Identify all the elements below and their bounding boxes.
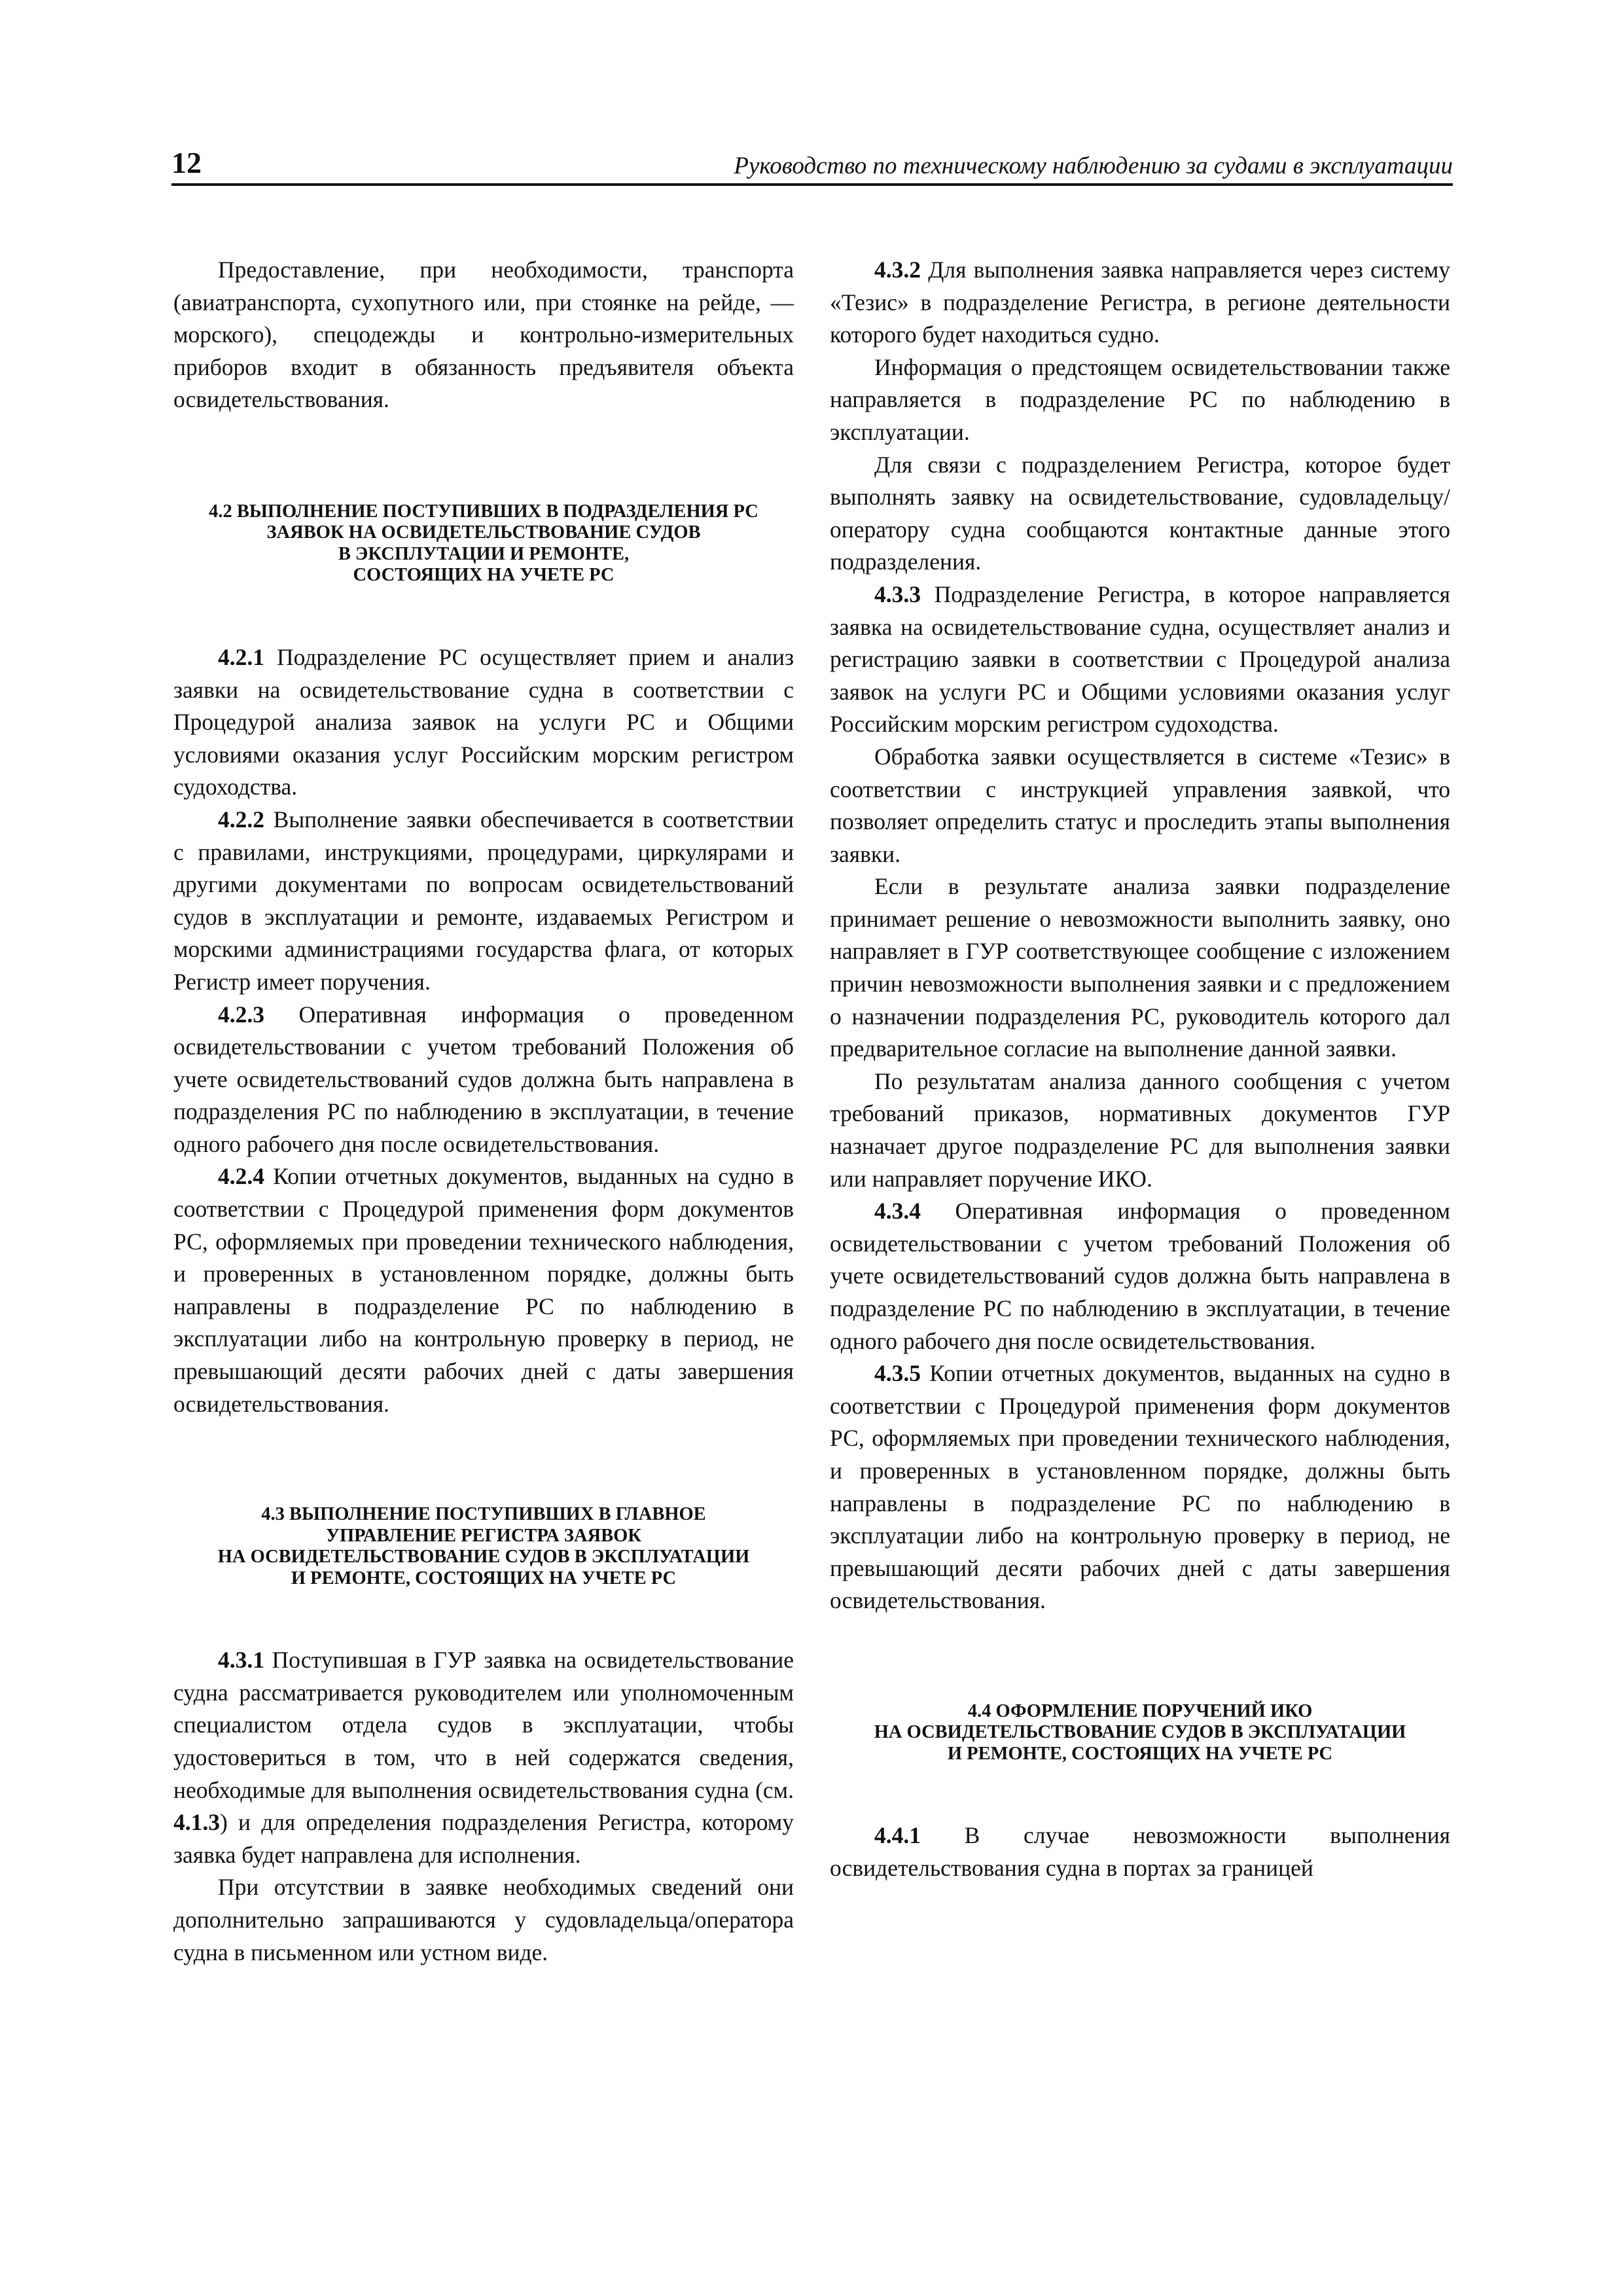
clause-text: Поступившая в ГУР заявка на освидетельствование судна рассматривается руководителем или уполномоченным специалистом отдела судов в эксплуатации, чтобы удостовериться в том, что в ней содержатся сведения, необходимые для выполнения освидетельствования судна (см.	[173, 1647, 794, 1803]
paragraph-4-4-1	[830, 1820, 1450, 1884]
paragraph-intro: Предоставление, при необходимости, транспорта (авиатранспорта, сухопутного или, при стоянке на рейде, — морского), спецодежды и контрольно-измерительных приборов входит в обязанность предъявителя объекта освидетельствования.	[173, 257, 794, 413]
paragraph-4-3-1-continued: При отсутствии в заявке необходимых сведений они дополнительно запрашиваются у судовладельца/оператора судна в письменном или устном виде.	[173, 1874, 794, 1965]
paragraph-4-2-3	[173, 999, 794, 1161]
paragraph-4-2-2	[173, 804, 794, 999]
clause-number: 4.3.2	[874, 257, 921, 283]
page-header	[171, 145, 1453, 186]
heading-line: В ЭКСПЛУТАЦИИ И РЕМОНТЕ,	[338, 543, 630, 564]
paragraph-4-3-3-reassign: По результатам анализа данного сообщения с учетом требований приказов, нормативных документов ГУР назначает другое подразделение РС для выполнения заявки или направляет поручение ИКО.	[830, 1067, 1450, 1192]
paragraph-4-2-1	[173, 641, 794, 804]
heading-line: 4.4 ОФОРМЛЕНИЕ ПОРУЧЕНИЙ ИКО	[967, 1700, 1313, 1721]
heading-line: СОСТОЯЩИХ НА УЧЕТЕ РС	[353, 565, 615, 586]
clause-text: Оперативная информация о проведенном освидетельствовании с учетом требований Положения об учете освидетельствований судов должна быть направлена в подразделение РС по наблюдению в эксплуатации, в течение одного рабочего дня после освидетельствования.	[830, 1198, 1450, 1354]
section-heading-4-4	[830, 1701, 1450, 1765]
clause-text: Для выполнения заявка направляется через систему «Тезис» в подразделение Регистра, в регионе деятельности которого будет находиться судно.	[830, 257, 1450, 348]
heading-line: И РЕМОНТЕ, СОСТОЯЩИХ НА УЧЕТЕ РС	[291, 1568, 677, 1588]
clause-number: 4.2.2	[218, 806, 264, 833]
right-column	[830, 254, 1450, 1885]
left-column	[173, 254, 794, 1969]
heading-line: 4.3 ВЫПОЛНЕНИЕ ПОСТУПИВШИХ В ГЛАВНОЕ	[261, 1504, 706, 1525]
paragraph-4-3-3	[830, 579, 1450, 741]
heading-line: ЗАЯВОК НА ОСВИДЕТЕЛЬСТВОВАНИЕ СУДОВ	[266, 522, 701, 543]
clause-text: Подразделение РС осуществляет прием и анализ заявки на освидетельствование судна в соответствии с Процедурой анализа заявок на услуги РС и Общими условиями оказания услуг Российским морским регистром судоходства.	[173, 643, 794, 800]
paragraph-4-3-3-refusal: Если в результате анализа заявки подразделение принимает решение о невозможности выполнить заявку, оно направляет в ГУР соответствующее сообщение с изложением причин невозможности выполнения заявки и с предложением о назначении подразделения РС, руководитель которого дал предварительное согласие на выполнение данной заявки.	[830, 873, 1450, 1062]
paragraph-4-3-2-contacts: Для связи с подразделением Регистра, которое будет выполнять заявку на освидетельствование, судовладельцу/оператору судна сообщаются контактные данные этого подразделения.	[830, 451, 1450, 575]
clause-text: Копии отчетных документов, выданных на судно в соответствии с Процедурой применения форм документов РС, оформляемых при проведении технического наблюдения, и проверенных в установленном порядке, должны быть направлены в подразделение РС по наблюдению в эксплуатации либо на контрольную проверку в период, не превышающий десяти рабочих дней с даты завершения освидетельствования.	[830, 1360, 1450, 1614]
heading-line: И РЕМОНТЕ, СОСТОЯЩИХ НА УЧЕТЕ РС	[947, 1743, 1333, 1764]
paragraph-4-2-4	[173, 1160, 794, 1420]
clause-text: Выполнение заявки обеспечивается в соответствии с правилами, инструкциями, процедурами, циркулярами и другими документами по вопросам освидетельствований судов в эксплуатации и ремонте, издаваемых Регистром и морскими администрациями государства флага, от которых Регистр имеет поручения.	[173, 806, 794, 995]
clause-text: Оперативная информация о проведенном освидетельствовании с учетом требований Положения об учете освидетельствований судов должна быть направлена в подразделения РС по наблюдению в эксплуатации, в течение одного рабочего дня после освидетельствования.	[173, 1001, 794, 1157]
heading-line: 4.2 ВЫПОЛНЕНИЕ ПОСТУПИВШИХ В ПОДРАЗДЕЛЕНИЯ РС	[209, 501, 758, 522]
paragraph-4-3-4	[830, 1195, 1450, 1357]
clause-number: 4.2.3	[218, 1001, 264, 1028]
paragraph-4-3-2	[830, 254, 1450, 351]
clause-number: 4.2.1	[218, 643, 264, 670]
page-number: 12	[171, 146, 202, 179]
clause-number: 4.2.4	[218, 1163, 264, 1190]
section-heading-4-2	[173, 501, 794, 586]
paragraph-4-3-3-processing: Обработка заявки осуществляется в системе «Тезис» в соответствии с инструкцией управления заявкой, что позволяет определить статус и проследить этапы выполнения заявки.	[830, 743, 1450, 867]
clause-number: 4.3.3	[874, 581, 921, 607]
clause-text: В случае невозможности выполнения освидетельствования судна в портах за границей	[830, 1822, 1450, 1882]
paragraph-4-3-1	[173, 1644, 794, 1871]
clause-number: 4.3.1	[218, 1647, 264, 1674]
heading-line: НА ОСВИДЕТЕЛЬСТВОВАНИЕ СУДОВ В ЭКСПЛУАТАЦИИ	[217, 1547, 750, 1568]
paragraph-4-3-5	[830, 1357, 1450, 1617]
paragraph-4-3-2-info: Информация о предстоящем освидетельствовании также направляется в подразделение РС по наблюдению в эксплуатации.	[830, 353, 1450, 445]
heading-line: УПРАВЛЕНИЕ РЕГИСТРА ЗАЯВОК	[326, 1525, 641, 1546]
clause-text: Подразделение Регистра, в которое направляется заявка на освидетельствование судна, осуществляет анализ и регистрацию заявки в соответствии с Процедурой анализа заявок на услуги РС и Общими условиями оказания услуг Российским морским регистром судоходства.	[830, 581, 1450, 738]
clause-text: Копии отчетных документов, выданных на судно в соответствии с Процедурой применения форм документов РС, оформляемых при проведении технического наблюдения, и проверенных в установленном порядке, должны быть направлены в подразделение РС по наблюдению в эксплуатации либо на контрольную проверку в период, не превышающий десяти рабочих дней с даты завершения освидетельствования.	[173, 1163, 794, 1417]
clause-number: 4.4.1	[874, 1822, 921, 1849]
heading-line: НА ОСВИДЕТЕЛЬСТВОВАНИЕ СУДОВ В ЭКСПЛУАТАЦИИ	[874, 1722, 1406, 1743]
clause-number: 4.3.5	[874, 1360, 921, 1387]
running-title: Руководство по техническому наблюдению за судами в эксплуатации	[734, 152, 1453, 179]
clause-text: ) и для определения подразделения Регистра, которому заявка будет направлена для исполнения.	[173, 1809, 794, 1868]
section-heading-4-3	[173, 1504, 794, 1589]
clause-number: 4.3.4	[874, 1198, 921, 1225]
cross-reference-link[interactable]: 4.1.3	[173, 1809, 220, 1836]
